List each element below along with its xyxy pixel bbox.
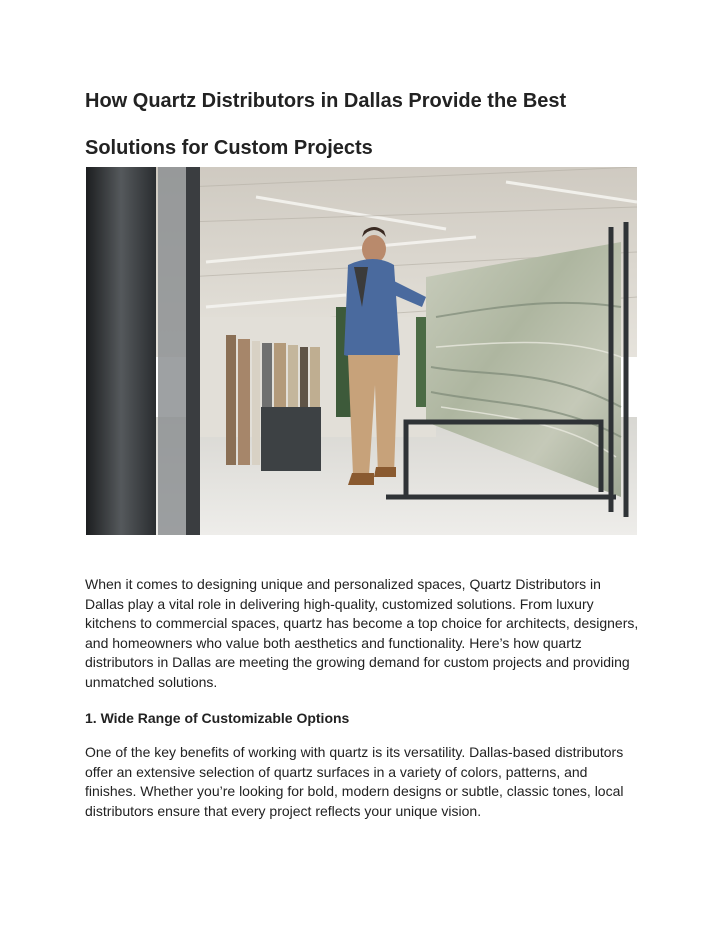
article-title: How Quartz Distributors in Dallas Provide the Best Solutions for Custom Projects bbox=[85, 90, 567, 159]
intro-paragraph: When it comes to designing unique and personalized spaces, Quartz Distributors in Dallas play a vital role in delivering high-quality, customized solutions. From luxury kitchens to commercial spaces, quartz has become a top choice for architects, designers, and homeowners who value both aesthetics and functionality. Here’s how quartz distributors in Dallas are meeting the growing demand for custom projects and providing unmatched solutions. bbox=[85, 576, 639, 690]
showroom-photo bbox=[86, 167, 637, 535]
section-paragraph: One of the key benefits of working with quartz is its versatility. Dallas-based distributors offer an extensive selection of quartz surfaces in a variety of colors, patterns, and finishes. Whether you’re looking for bold, modern designs or subtle, classic tones, local distributors ensure that every project reflects your unique vision. bbox=[85, 744, 624, 819]
section-heading: 1. Wide Range of Customizable Options bbox=[85, 710, 350, 726]
